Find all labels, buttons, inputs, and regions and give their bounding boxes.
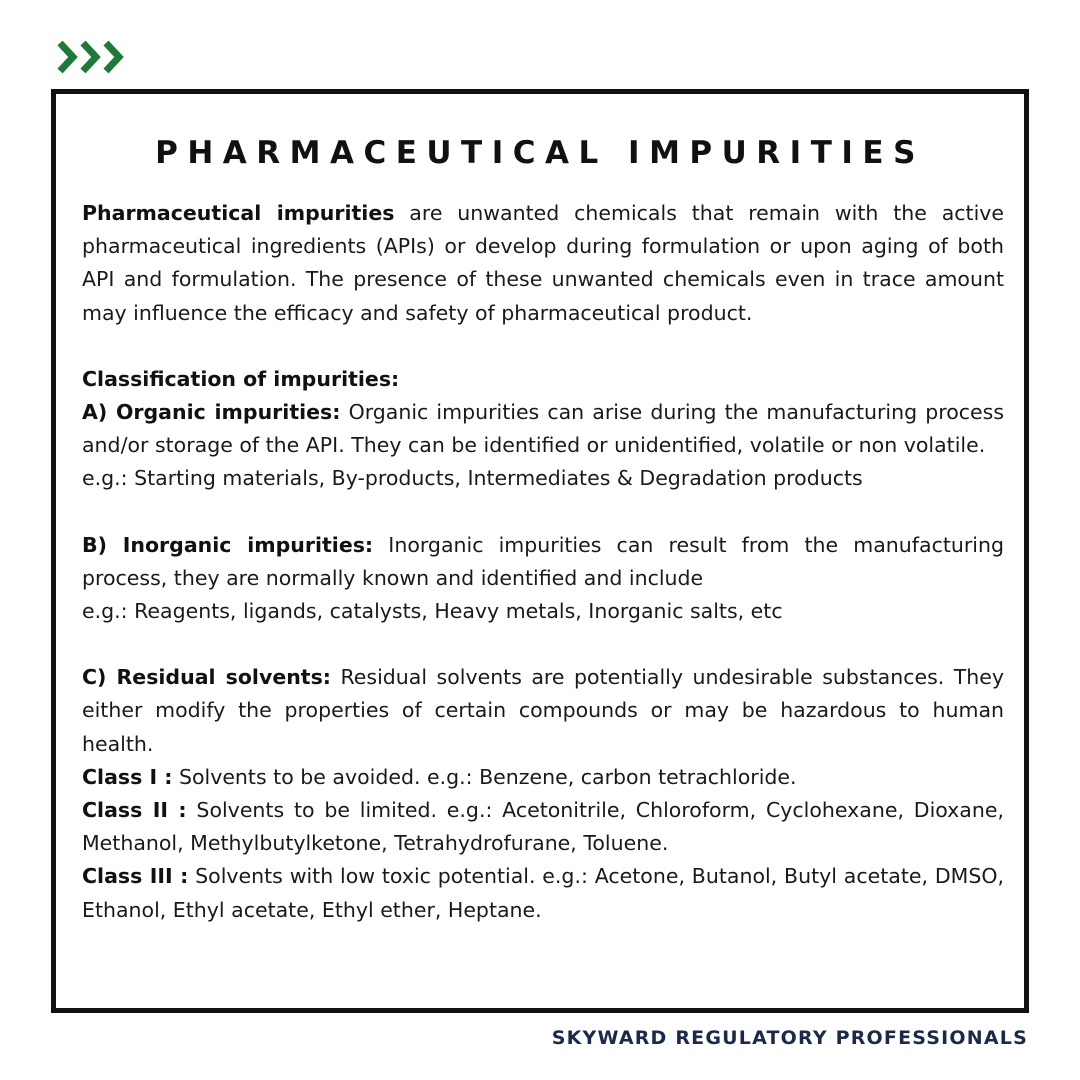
- info-card: [51, 89, 1029, 1013]
- class-label: Class III :: [82, 864, 189, 889]
- class-text: Solvents to be avoided. e.g.: Benzene, carbon tetrachloride.: [172, 764, 797, 789]
- intro-text: are unwanted chemicals that remain with the active pharmaceutical ingredients (APIs) or develop during formulation or upon aging of both API and formulation. The presence of these unwanted chemicals even in trace amount may influence the efficacy and safety of pharmaceutical product.: [82, 201, 1005, 325]
- page-title: PHARMACEUTICAL IMPURITIES: [155, 135, 925, 171]
- section-text: Organic impurities can arise during the manufacturing process and/or storage of the API. They can be identified or unidentified, volatile or non volatile.: [82, 400, 1005, 458]
- solvent-class-3: [82, 860, 1004, 926]
- triple-chevron-right-icon: [56, 38, 130, 76]
- section-text: Inorganic impurities can result from the manufacturing process, they are normally known and identified and include: [82, 532, 1004, 590]
- section-label: C) Residual solvents:: [82, 665, 332, 690]
- class-label: Class I :: [82, 764, 173, 789]
- class-text: Solvents to be limited. e.g.: Acetonitrile, Chloroform, Cyclohexane, Dioxane, Methanol, Methylbutylketone, Tetrahydrofurane, Toluene.: [82, 798, 1004, 856]
- intro-term: Pharmaceutical impurities: [82, 201, 395, 225]
- section-label: B) Inorganic impurities:: [82, 532, 374, 557]
- section-organic: [82, 396, 1004, 462]
- content-body: [82, 197, 1004, 927]
- section-inorganic-example: e.g.: Reagents, ligands, catalysts, Heavy metals, Inorganic salts, etc: [82, 599, 783, 624]
- class-text: Solvents with low toxic potential. e.g.: Acetone, Butanol, Butyl acetate, DMSO, Ethanol, Ethyl acetate, Ethyl ether, Heptane.: [82, 864, 1004, 922]
- solvent-class-2: [82, 794, 1004, 860]
- section-label: A) Organic impurities:: [82, 400, 341, 425]
- section-residual-solvents: [82, 661, 1004, 761]
- classification-heading: Classification of impurities:: [82, 366, 400, 391]
- solvent-class-1: [82, 761, 1004, 794]
- footer-brand: SKYWARD REGULATORY PROFESSIONALS: [551, 1027, 1028, 1049]
- section-inorganic: [82, 529, 1004, 595]
- intro-paragraph: [82, 197, 1004, 330]
- section-text: Residual solvents are potentially undesirable substances. They either modify the properties of certain compounds or may be hazardous to human health.: [82, 665, 1005, 756]
- section-organic-example: e.g.: Starting materials, By-products, Intermediates & Degradation products: [82, 466, 863, 491]
- class-label: Class II :: [82, 798, 187, 823]
